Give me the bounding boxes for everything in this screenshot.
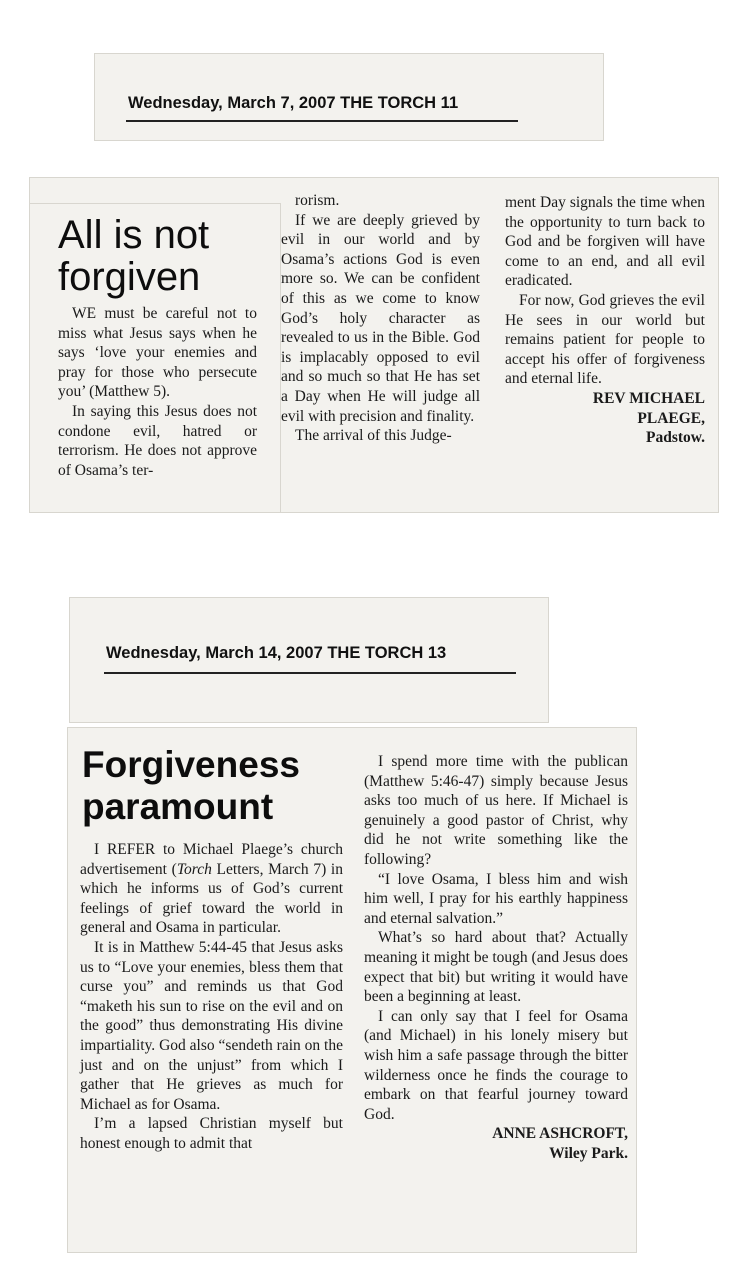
clipping-2-headline-line-1: Forgiveness [82,744,300,785]
clipping-1-headline-line-1: All is not [58,213,210,257]
clipping-1-dateline: Wednesday, March 7, 2007 THE TORCH 11 [128,94,459,112]
clipping-2-column-2 [364,752,628,1163]
clipping-2-col1-paragraph-1: I REFER to Michael Plaege’s church advertisement (Torch Letters, March 7) in which he informs us of God’s current feelings of grief toward the world in general and Osama in particular. [80,841,343,937]
clipping-2-col2-paragraph-1: “I love Osama, I bless him and wish him well, I pray for his earthly happiness and eternal salvation.” [364,870,628,927]
clipping-1-col3-continuation: ment Day signals the time when the opportunity to turn back to God and be forgiven will have come to an end, and all evil eradicated. [505,194,705,290]
clipping-2-col2-continuation: I spend more time with the publican (Matthew 5:46-47) simply because Jesus asks too much of us here. If Michael is genuinely a good pastor of Christ, why did he not write something like the following? [364,753,628,868]
clipping-2-dateline-rule [104,672,516,674]
clipping-2-col1-paragraph-2: It is in Matthew 5:44-45 that Jesus asks us to “Love your enemies, bless them that curse you” and reminds us that God “maketh his sun to rise on the evil and on the good” thus demonstrating His divine impartiality. God also “sendeth rain on the just and on the unjust” from which I gather that He grieves as much for Michael as for Osama. [80,938,343,1113]
clipping-2-dateline: Wednesday, March 14, 2007 THE TORCH 13 [106,644,447,662]
clipping-2-col1-paragraph-3: I’m a lapsed Christian myself but honest enough to admit that [80,1115,343,1152]
clipping-1-column-2 [281,191,480,446]
clipping-1-signature-name-1: REV MICHAEL [592,389,705,407]
clipping-1-col3-paragraph-1: For now, God grieves the evil He sees in our world but remains patient for people to accept his offer of forgiveness and eternal life. [505,291,705,388]
clipping-1-col1-paragraph-1: WE must be careful not to miss what Jesus says when he says ‘love your enemies and pray for those who persecute you’ (Matthew 5). [58,305,257,401]
clipping-1-col2-continuation: rorism. [295,192,340,209]
clipping-1-signature-name-2: PLAEGE, [637,409,705,427]
clipping-2-col2-paragraph-2: What’s so hard about that? Actually meaning it might be tough (and Jesus does expect that bit) but writing it would have been a beginning at least. [364,929,628,1006]
clipping-2-signature-name: ANNE ASHCROFT, [492,1125,628,1143]
clipping-1-column-3 [505,193,705,448]
clipping-1-headline [58,214,209,298]
clipping-1-headline-line-2: forgiven [58,255,201,299]
clipping-1-dateline-rule [126,120,518,122]
clipping-1-col1-paragraph-2: In saying this Jesus does not condone evil, hatred or terrorism. He does not approve of Osama’s ter- [58,402,257,479]
clipping-2-col2-paragraph-3: I can only say that I feel for Osama (and Michael) in his lonely misery but wish him a safe passage through the bitter wilderness once he finds the courage to embark on that fearful journey toward God. [364,1007,628,1123]
clipping-1-signature-place: Padstow. [646,429,705,447]
clipping-2-column-1 [80,840,343,1154]
clipping-2-headline-line-2: paramount [82,786,274,827]
clipping-1-col2-paragraph-2: The arrival of this Judge- [295,427,452,445]
clipping-2-headline [82,744,300,828]
clipping-1-column-1 [58,304,257,480]
clipping-1-col2-paragraph-1: If we are deeply grieved by evil in our world and by Osama’s actions God is even more so. We can be confident of this as we come to know God’s holy character as revealed to us in the Bible. God is implacably opposed to evil and so much so that He has set a Day when He will judge all evil with precision and finality. [281,211,480,425]
clipping-2-signature-place: Wiley Park. [549,1144,628,1162]
